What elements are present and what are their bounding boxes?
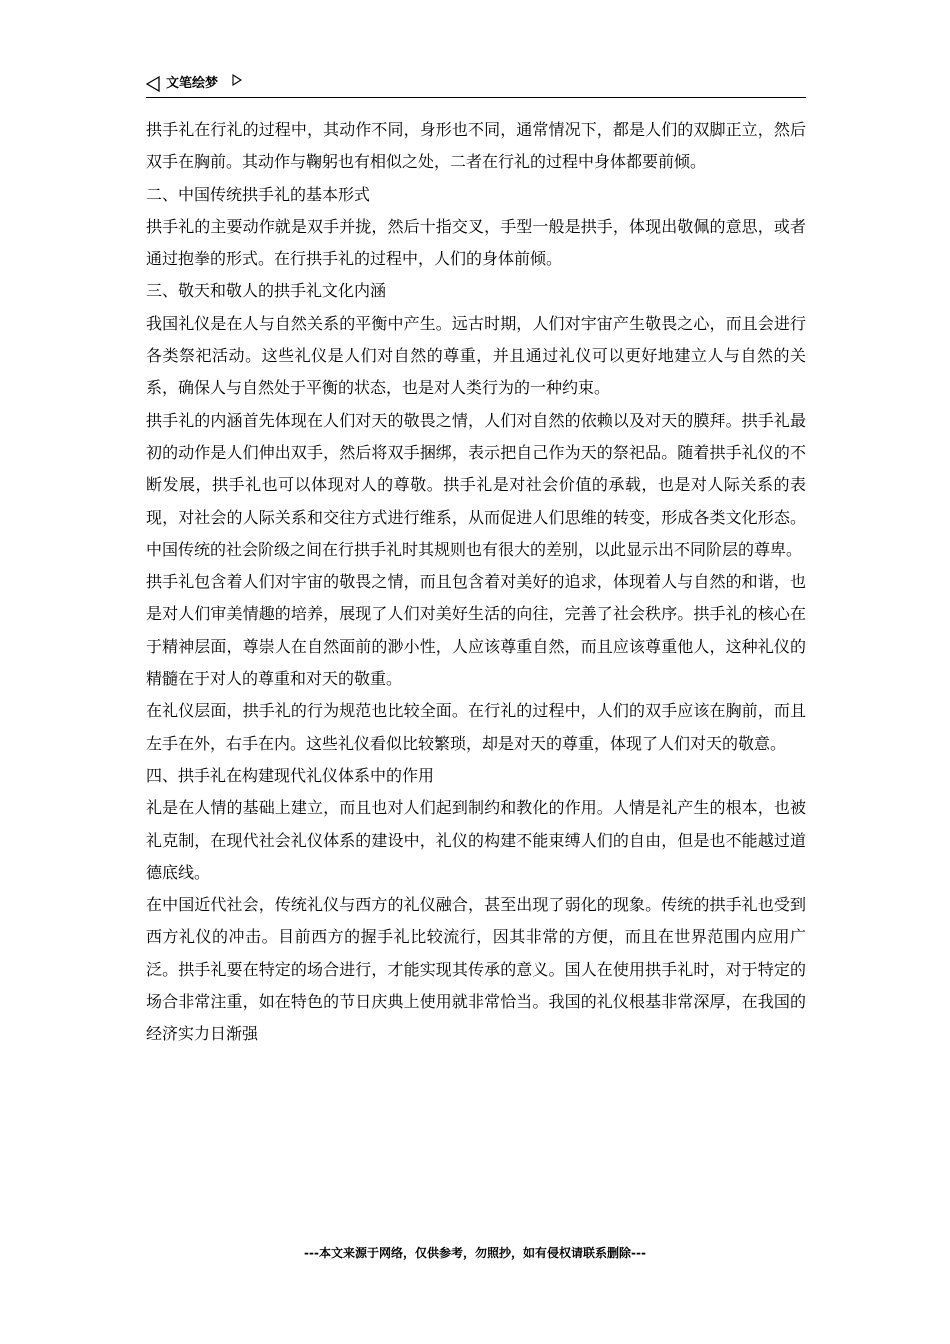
section-heading: 三、敬天和敬人的拱手礼文化内涵 xyxy=(146,281,387,301)
section-heading: 四、拱手礼在构建现代礼仪体系中的作用 xyxy=(146,765,435,785)
page-header xyxy=(146,74,806,98)
paragraph: 拱手礼的内涵首先体现在人们对天的敬畏之情，人们对自然的依赖以及对天的膜拜。拱手礼最初的动作是人们伸出双手，然后将双手捆绑，表示把自己作为天的祭祀品。随着拱手礼仪的不断发展，拱手礼也可以体现对人的尊敬。拱手礼是对社会价值的承载，也是对人际关系的表现，对社会的人际关系和交往方式进行维系，从而促进人们思维的转变，形成各类文化形态。中国传统的社会阶级之间在行拱手礼时其规则也有很大的差别，以此显示出不同阶层的尊卑。 xyxy=(146,410,806,559)
paragraph: 在中国近代社会，传统礼仪与西方的礼仪融合，甚至出现了弱化的现象。传统的拱手礼也受到西方礼仪的冲击。目前西方的握手礼比较流行，因其非常的方便，而且在世界范围内应用广泛。拱手礼要在特定的场合进行，才能实现其传承的意义。国人在使用拱手礼时，对于特定的场合非常注重，如在特色的节日庆典上使用就非常恰当。我国的礼仪根基非常深厚，在我国的经济实力日渐强 xyxy=(146,895,806,1044)
triangle-left-outline-icon xyxy=(146,76,160,92)
header-brand: 文笔绘梦 xyxy=(166,76,219,91)
document-body xyxy=(146,114,806,1051)
paragraph: 在礼仪层面，拱手礼的行为规范也比较全面。在行礼的过程中，人们的双手应该在胸前，而且左手在外，右手在内。这些礼仪看似比较繁琐，却是对天的尊重，体现了人们对天的敬意。 xyxy=(146,701,806,753)
page-footer-disclaimer: ---本文来源于网络，仅供参考，勿照抄，如有侵权请联系删除--- xyxy=(304,1246,646,1260)
header-divider xyxy=(146,97,806,98)
paragraph: 拱手礼在行礼的过程中，其动作不同，身形也不同，通常情况下，都是人们的双脚正立，然后双手在胸前。其动作与鞠躬也有相似之处，二者在行礼的过程中身体都要前倾。 xyxy=(146,120,806,172)
section-heading: 二、中国传统拱手礼的基本形式 xyxy=(146,184,371,204)
paragraph: 礼是在人情的基础上建立，而且也对人们起到制约和教化的作用。人情是礼产生的根本，也被礼克制，在现代社会礼仪体系的建设中，礼仪的构建不能束缚人们的自由，但是也不能越过道德底线。 xyxy=(146,798,806,882)
paragraph: 拱手礼的主要动作就是双手并拢，然后十指交叉，手型一般是拱手，体现出敬佩的意思，或者通过抱拳的形式。在行拱手礼的过程中，人们的身体前倾。 xyxy=(146,216,806,269)
triangle-right-outline-icon xyxy=(232,74,242,86)
paragraph: 拱手礼包含着人们对宇宙的敬畏之情，而且包含着对美好的追求，体现着人与自然的和谐，也是对人们审美情趣的培养，展现了人们对美好生活的向往，完善了社会秩序。拱手礼的核心在于精神层面，尊崇人在自然面前的渺小性，人应该尊重自然，而且应该尊重他人，这种礼仪的精髓在于对人的尊重和对天的敬重。 xyxy=(146,572,806,689)
paragraph: 我国礼仪是在人与自然关系的平衡中产生。远古时期，人们对宇宙产生敬畏之心，而且会进行各类祭祀活动。这些礼仪是人们对自然的尊重，并且通过礼仪可以更好地建立人与自然的关系，确保人与自然处于平衡的状态，也是对人类行为的一种约束。 xyxy=(146,313,806,398)
